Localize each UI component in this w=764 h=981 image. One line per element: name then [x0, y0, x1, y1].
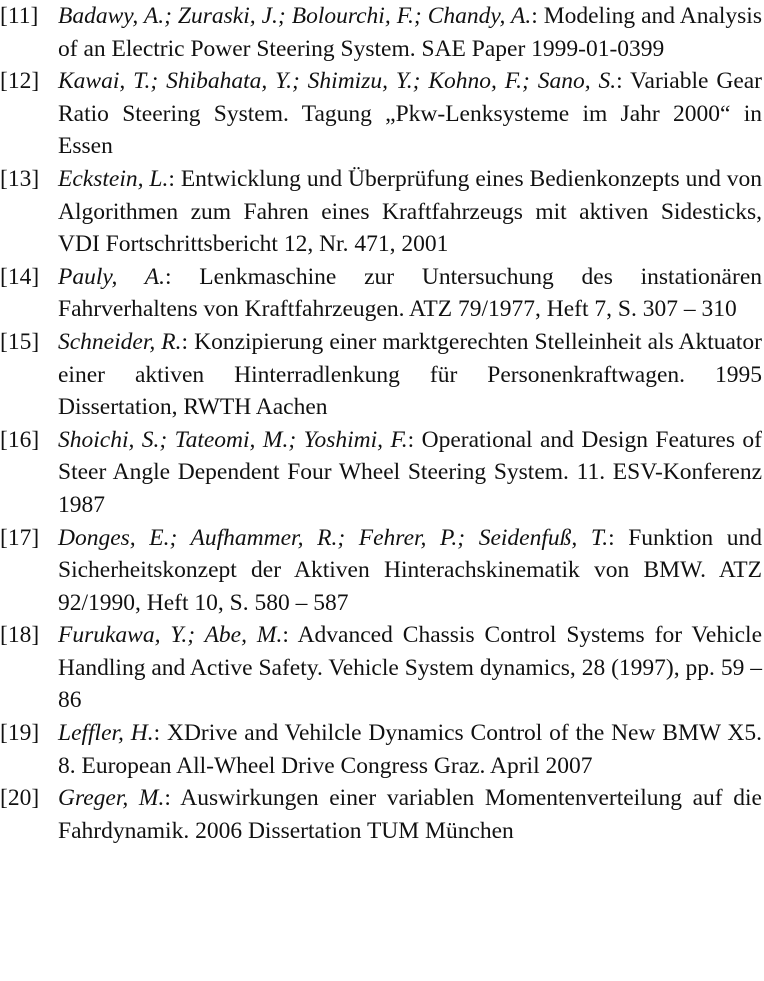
reference-authors: Greger, M. — [58, 785, 165, 812]
reference-19: [19] Leffler, H.: XDrive and Vehilcle Dynamics Control of the New BMW X5. 8. European All-Wheel Drive Congress Graz. April 2007 — [0, 717, 764, 782]
reference-18: [18] Furukawa, Y.; Abe, M.: Advanced Chassis Control Systems for Vehicle Handling and Active Safety. Vehicle System dynamics, 28 (1997), pp. 59 – 86 — [0, 619, 764, 717]
reference-number: [16] — [0, 426, 40, 453]
reference-17: [17] Donges, E.; Aufhammer, R.; Fehrer, P.; Seidenfuß, T.: Funktion und Sicherheitskonzept der Aktiven Hinterachskinematik von BMW. ATZ 92/1990, Heft 10, S. 580 – 587 — [0, 522, 764, 620]
reference-number: [15] — [0, 328, 40, 355]
reference-number: [18] — [0, 622, 40, 649]
reference-authors: Schneider, R. — [58, 328, 182, 355]
reference-details: Funktion und Sicherheitskonzept der Aktiven Hinterachskinematik von BMW. ATZ 92/1990, Heft 10, S. 580 – 587 — [58, 524, 762, 616]
reference-number: [11] — [0, 3, 39, 29]
reference-details: Entwicklung und Überprüfung eines Bedienkonzepts und von Algorithmen zum Fahren eines Kraftfahrzeugs mit aktiven Sidesticks, VDI Fortschrittsbericht 12, Nr. 471, 2001 — [58, 165, 763, 258]
reference-16: [16] Shoichi, S.; Tateomi, M.; Yoshimi, F.: Operational and Design Features of Steer Angle Dependent Four Wheel Steering System. 11. ESV-Konferenz 1987 — [0, 424, 764, 522]
reference-authors: Kawai, T.; Shibahata, Y.; Shimizu, Y.; Kohno, F.; Sano, S. — [58, 68, 617, 95]
reference-number: [17] — [0, 524, 40, 551]
reference-authors: Badawy, A.; Zuraski, J.; Bolourchi, F.; Chandy, A. — [58, 3, 532, 29]
reference-number: [19] — [0, 720, 40, 747]
reference-details: Modeling and Analysis of an Electric Power Steering System. SAE Paper 1999-01-0399 — [58, 3, 762, 62]
reference-12: [12] Kawai, T.; Shibahata, Y.; Shimizu, Y.; Kohno, F.; Sano, S.: Variable Gear Ratio Steering System. Tagung „Pkw-Lenksysteme im Jahr 2000“ in Essen — [0, 65, 764, 163]
reference-details: Konzipierung einer marktgerechten Stelleinheit als Aktuator einer aktiven Hinterradlenkung für Personenkraftwagen. 1995 Dissertation, RWTH Aachen — [58, 328, 763, 421]
reference-number: [12] — [0, 68, 40, 95]
reference-13: [13] Eckstein, L.: Entwicklung und Überprüfung eines Bedienkonzepts und von Algorithmen zum Fahren eines Kraftfahrzeugs mit aktiven Sidesticks, VDI Fortschrittsbericht 12, Nr. 471, 2001 — [0, 163, 764, 261]
reference-details: Auswirkungen einer variablen Momentenverteilung auf die Fahrdynamik. 2006 Dissertation TUM München — [58, 785, 762, 844]
reference-details: Operational and Design Features of Steer Angle Dependent Four Wheel Steering System. 11. ESV-Konferenz 1987 — [58, 426, 762, 518]
reference-authors: Eckstein, L. — [58, 165, 169, 192]
reference-authors: Shoichi, S.; Tateomi, M.; Yoshimi, F. — [58, 426, 408, 453]
reference-20: [20] Greger, M.: Auswirkungen einer variablen Momentenverteilung auf die Fahrdynamik. 2006 Dissertation TUM München — [0, 782, 764, 847]
reference-details: Lenkmaschine zur Untersuchung des instationären Fahrverhaltens von Kraftfahrzeugen. ATZ 79/1977, Heft 7, S. 307 – 310 — [58, 263, 762, 323]
reference-14: [14] Pauly, A.: Lenkmaschine zur Untersuchung des instationären Fahrverhaltens von Kraftfahrzeugen. ATZ 79/1977, Heft 7, S. 307 – 310 — [0, 261, 764, 326]
reference-number: [20] — [0, 785, 40, 812]
reference-authors: Furukawa, Y.; Abe, M. — [58, 622, 283, 649]
reference-number: [14] — [0, 263, 40, 290]
reference-authors: Leffler, H. — [58, 720, 154, 747]
reference-number: [13] — [0, 165, 40, 192]
reference-details: Variable Gear Ratio Steering System. Tagung „Pkw-Lenksysteme im Jahr 2000“ in Essen — [58, 68, 763, 160]
reference-details: Advanced Chassis Control Systems for Vehicle Handling and Active Safety. Vehicle System dynamics, 28 (1997), pp. 59 – 86 — [58, 622, 763, 714]
reference-authors: Pauly, A. — [58, 263, 165, 290]
reference-15: [15] Schneider, R.: Konzipierung einer marktgerechten Stelleinheit als Aktuator einer aktiven Hinterradlenkung für Personenkraftwagen. 1995 Dissertation, RWTH Aachen — [0, 326, 764, 424]
reference-authors: Donges, E.; Aufhammer, R.; Fehrer, P.; Seidenfuß, T. — [58, 524, 609, 551]
reference-11: [11] Badawy, A.; Zuraski, J.; Bolourchi, F.; Chandy, A.: Modeling and Analysis of an Electric Power Steering System. SAE Paper 1999-01-0399 — [0, 0, 764, 65]
reference-details: XDrive and Vehilcle Dynamics Control of the New BMW X5. 8. European All-Wheel Drive Congress Graz. April 2007 — [58, 720, 763, 779]
